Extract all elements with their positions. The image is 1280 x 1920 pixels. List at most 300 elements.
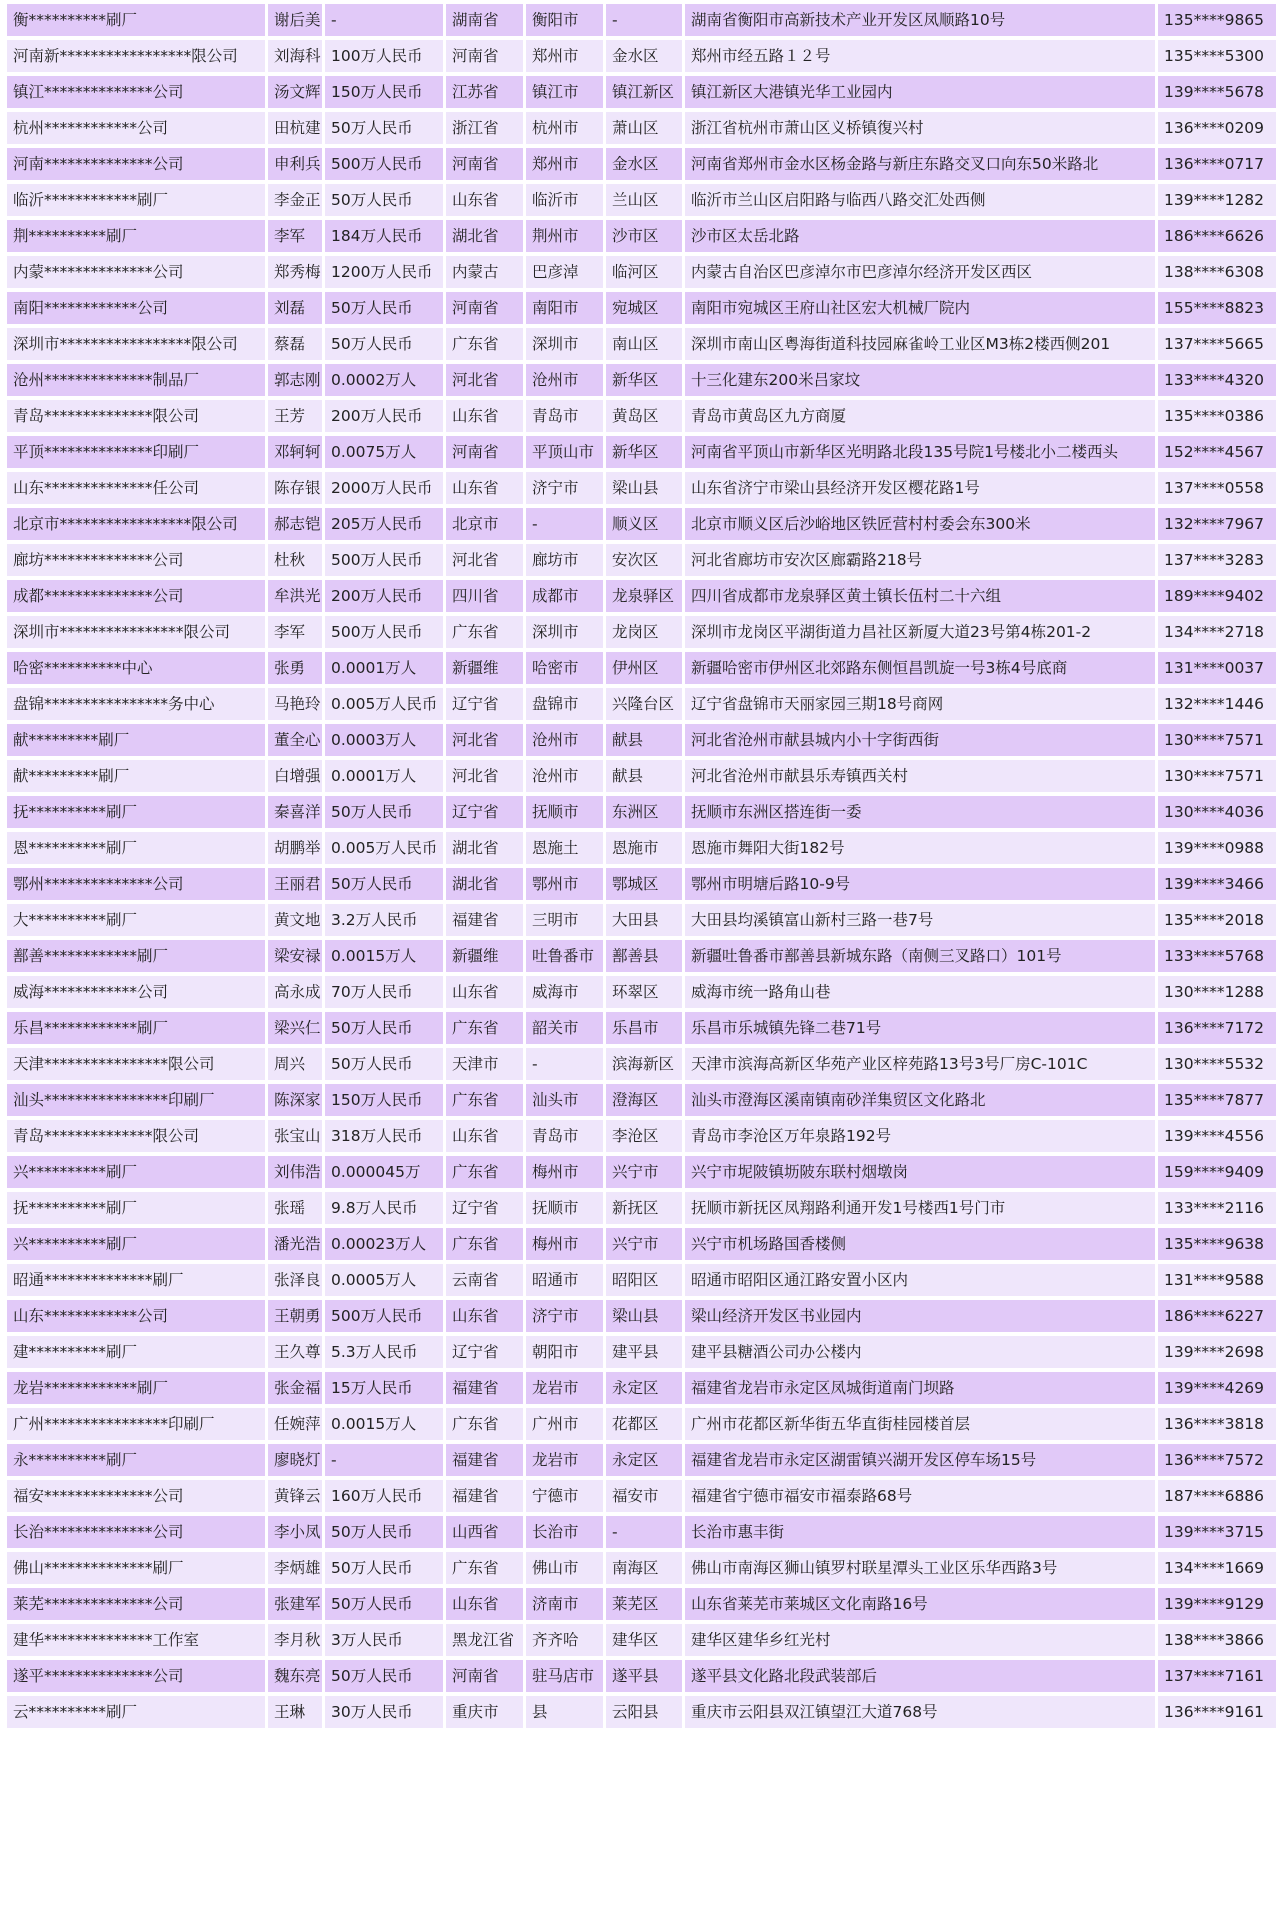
registered-capital-cell: 50万人民币 — [325, 1552, 443, 1584]
address-cell: 鄂州市明塘后路10-9号 — [685, 868, 1155, 900]
company-name-cell: 杭州************公司 — [7, 112, 265, 144]
district-cell: 梁山县 — [606, 472, 682, 504]
legal-person-cell: 张建军 — [268, 1588, 322, 1620]
province-cell: 湖北省 — [446, 868, 523, 900]
phone-cell: 139****2698 — [1158, 1336, 1276, 1368]
company-name-cell: 青岛**************限公司 — [7, 1120, 265, 1152]
province-cell: 辽宁省 — [446, 1336, 523, 1368]
company-name-cell: 龙岩************刷厂 — [7, 1372, 265, 1404]
phone-cell: 130****4036 — [1158, 796, 1276, 828]
province-cell: 山东省 — [446, 400, 523, 432]
district-cell: 金水区 — [606, 40, 682, 72]
province-cell: 广东省 — [446, 1012, 523, 1044]
district-cell: 萧山区 — [606, 112, 682, 144]
district-cell: 滨海新区 — [606, 1048, 682, 1080]
district-cell: 恩施市 — [606, 832, 682, 864]
registered-capital-cell: 0.0002万人 — [325, 364, 443, 396]
company-name-cell: 献*********刷厂 — [7, 760, 265, 792]
table-row — [7, 1156, 1276, 1188]
address-cell: 抚顺市新抚区凤翔路利通开发1号楼西1号门市 — [685, 1192, 1155, 1224]
registered-capital-cell: 5.3万人民币 — [325, 1336, 443, 1368]
company-name-cell: 永**********刷厂 — [7, 1444, 265, 1476]
city-cell: 梅州市 — [526, 1228, 603, 1260]
address-cell: 兴宁市机场路国香楼侧 — [685, 1228, 1155, 1260]
table-row — [7, 76, 1276, 108]
phone-cell: 136****7172 — [1158, 1012, 1276, 1044]
city-cell: 吐鲁番市 — [526, 940, 603, 972]
address-cell: 大田县均溪镇富山新村三路一巷7号 — [685, 904, 1155, 936]
address-cell: 新疆哈密市伊州区北郊路东侧恒昌凯旋一号3栋4号底商 — [685, 652, 1155, 684]
province-cell: 辽宁省 — [446, 688, 523, 720]
legal-person-cell: 王丽君 — [268, 868, 322, 900]
legal-person-cell: 黄文地 — [268, 904, 322, 936]
province-cell: 广东省 — [446, 616, 523, 648]
legal-person-cell: 王久尊 — [268, 1336, 322, 1368]
address-cell: 昭通市昭阳区通江路安置小区内 — [685, 1264, 1155, 1296]
table-row — [7, 1084, 1276, 1116]
city-cell: 威海市 — [526, 976, 603, 1008]
address-cell: 河南省郑州市金水区杨金路与新庄东路交叉口向东50米路北 — [685, 148, 1155, 180]
phone-cell: 139****4269 — [1158, 1372, 1276, 1404]
phone-cell: 134****2718 — [1158, 616, 1276, 648]
district-cell: 金水区 — [606, 148, 682, 180]
company-name-cell: 临沂************刷厂 — [7, 184, 265, 216]
district-cell: 黄岛区 — [606, 400, 682, 432]
city-cell: 衡阳市 — [526, 4, 603, 36]
city-cell: 长治市 — [526, 1516, 603, 1548]
phone-cell: 155****8823 — [1158, 292, 1276, 324]
phone-cell: 186****6626 — [1158, 220, 1276, 252]
table-row — [7, 1012, 1276, 1044]
registered-capital-cell: 2000万人民币 — [325, 472, 443, 504]
registered-capital-cell: 0.0003万人 — [325, 724, 443, 756]
phone-cell: 132****7967 — [1158, 508, 1276, 540]
address-cell: 青岛市李沧区万年泉路192号 — [685, 1120, 1155, 1152]
legal-person-cell: 王朝勇 — [268, 1300, 322, 1332]
address-cell: 河北省廊坊市安次区廊霸路218号 — [685, 544, 1155, 576]
company-name-cell: 河南**************公司 — [7, 148, 265, 180]
address-cell: 遂平县文化路北段武装部后 — [685, 1660, 1155, 1692]
district-cell: 龙泉驿区 — [606, 580, 682, 612]
province-cell: 河南省 — [446, 1660, 523, 1692]
address-cell: 山东省莱芜市莱城区文化南路16号 — [685, 1588, 1155, 1620]
province-cell: 四川省 — [446, 580, 523, 612]
province-cell: 辽宁省 — [446, 1192, 523, 1224]
registered-capital-cell: - — [325, 1444, 443, 1476]
company-table — [4, 0, 1279, 1732]
table-row — [7, 796, 1276, 828]
city-cell: 抚顺市 — [526, 1192, 603, 1224]
table-row — [7, 40, 1276, 72]
legal-person-cell: 秦喜洋 — [268, 796, 322, 828]
province-cell: 河南省 — [446, 292, 523, 324]
city-cell: 宁德市 — [526, 1480, 603, 1512]
address-cell: 威海市统一路角山巷 — [685, 976, 1155, 1008]
legal-person-cell: 李军 — [268, 220, 322, 252]
district-cell: 云阳县 — [606, 1696, 682, 1728]
phone-cell: 137****3283 — [1158, 544, 1276, 576]
table-row — [7, 1264, 1276, 1296]
company-name-cell: 威海************公司 — [7, 976, 265, 1008]
phone-cell: 130****7571 — [1158, 724, 1276, 756]
registered-capital-cell: 1200万人民币 — [325, 256, 443, 288]
city-cell: 深圳市 — [526, 616, 603, 648]
city-cell: 沧州市 — [526, 364, 603, 396]
legal-person-cell: 魏东亮 — [268, 1660, 322, 1692]
table-row — [7, 328, 1276, 360]
legal-person-cell: 申利兵 — [268, 148, 322, 180]
district-cell: 永定区 — [606, 1444, 682, 1476]
province-cell: 山西省 — [446, 1516, 523, 1548]
phone-cell: 135****2018 — [1158, 904, 1276, 936]
address-cell: 郑州市经五路１２号 — [685, 40, 1155, 72]
legal-person-cell: 高永成 — [268, 976, 322, 1008]
province-cell: 辽宁省 — [446, 796, 523, 828]
table-row — [7, 364, 1276, 396]
table-row — [7, 688, 1276, 720]
company-name-cell: 佛山**************刷厂 — [7, 1552, 265, 1584]
table-row — [7, 760, 1276, 792]
phone-cell: 135****9638 — [1158, 1228, 1276, 1260]
province-cell: 江苏省 — [446, 76, 523, 108]
table-row — [7, 184, 1276, 216]
company-name-cell: 献*********刷厂 — [7, 724, 265, 756]
city-cell: - — [526, 508, 603, 540]
province-cell: 新疆维 — [446, 940, 523, 972]
company-name-cell: 南阳************公司 — [7, 292, 265, 324]
province-cell: 广东省 — [446, 1408, 523, 1440]
table-row — [7, 1372, 1276, 1404]
legal-person-cell: 郭志刚 — [268, 364, 322, 396]
registered-capital-cell: 500万人民币 — [325, 616, 443, 648]
address-cell: 广州市花都区新华街五华直街桂园楼首层 — [685, 1408, 1155, 1440]
phone-cell: 139****5678 — [1158, 76, 1276, 108]
address-cell: 抚顺市东洲区搭连街一委 — [685, 796, 1155, 828]
district-cell: 东洲区 — [606, 796, 682, 828]
registered-capital-cell: 0.005万人民币 — [325, 688, 443, 720]
district-cell: 伊州区 — [606, 652, 682, 684]
company-name-cell: 抚**********刷厂 — [7, 1192, 265, 1224]
company-name-cell: 昭通**************刷厂 — [7, 1264, 265, 1296]
legal-person-cell: 王琳 — [268, 1696, 322, 1728]
phone-cell: 138****6308 — [1158, 256, 1276, 288]
phone-cell: 131****9588 — [1158, 1264, 1276, 1296]
legal-person-cell: 张宝山 — [268, 1120, 322, 1152]
company-name-cell: 青岛**************限公司 — [7, 400, 265, 432]
province-cell: 广东省 — [446, 328, 523, 360]
province-cell: 天津市 — [446, 1048, 523, 1080]
address-cell: 天津市滨海高新区华苑产业区梓苑路13号3号厂房C-101C — [685, 1048, 1155, 1080]
address-cell: 镇江新区大港镇光华工业园内 — [685, 76, 1155, 108]
table-row — [7, 1300, 1276, 1332]
district-cell: 顺义区 — [606, 508, 682, 540]
address-cell: 北京市顺义区后沙峪地区铁匠营村村委会东300米 — [685, 508, 1155, 540]
legal-person-cell: 梁安禄 — [268, 940, 322, 972]
company-name-cell: 荆**********刷厂 — [7, 220, 265, 252]
company-name-cell: 建**********刷厂 — [7, 1336, 265, 1368]
company-name-cell: 衡**********刷厂 — [7, 4, 265, 36]
company-name-cell: 深圳市****************限公司 — [7, 616, 265, 648]
legal-person-cell: 李炳雄 — [268, 1552, 322, 1584]
province-cell: 广东省 — [446, 1084, 523, 1116]
company-name-cell: 哈密**********中心 — [7, 652, 265, 684]
phone-cell: 137****7161 — [1158, 1660, 1276, 1692]
table-row — [7, 4, 1276, 36]
city-cell: 平顶山市 — [526, 436, 603, 468]
address-cell: 深圳市龙岗区平湖街道力昌社区新厦大道23号第4栋201-2 — [685, 616, 1155, 648]
table-row — [7, 148, 1276, 180]
legal-person-cell: 黄锋云 — [268, 1480, 322, 1512]
table-row — [7, 976, 1276, 1008]
table-row — [7, 1228, 1276, 1260]
table-row — [7, 1588, 1276, 1620]
phone-cell: 189****9402 — [1158, 580, 1276, 612]
registered-capital-cell: 0.00023万人 — [325, 1228, 443, 1260]
city-cell: 沧州市 — [526, 724, 603, 756]
legal-person-cell: 蔡磊 — [268, 328, 322, 360]
phone-cell: 186****6227 — [1158, 1300, 1276, 1332]
address-cell: 新疆吐鲁番市鄯善县新城东路（南侧三叉路口）101号 — [685, 940, 1155, 972]
company-name-cell: 兴**********刷厂 — [7, 1228, 265, 1260]
province-cell: 广东省 — [446, 1228, 523, 1260]
province-cell: 河北省 — [446, 724, 523, 756]
table-row — [7, 832, 1276, 864]
address-cell: 临沂市兰山区启阳路与临西八路交汇处西侧 — [685, 184, 1155, 216]
company-name-cell: 山东**************任公司 — [7, 472, 265, 504]
city-cell: 梅州市 — [526, 1156, 603, 1188]
city-cell: 龙岩市 — [526, 1444, 603, 1476]
phone-cell: 159****9409 — [1158, 1156, 1276, 1188]
legal-person-cell: 刘伟浩 — [268, 1156, 322, 1188]
legal-person-cell: 马艳玲 — [268, 688, 322, 720]
table-row — [7, 544, 1276, 576]
legal-person-cell: 周兴 — [268, 1048, 322, 1080]
registered-capital-cell: 0.000045万 — [325, 1156, 443, 1188]
registered-capital-cell: 200万人民币 — [325, 580, 443, 612]
legal-person-cell: 李小凤 — [268, 1516, 322, 1548]
province-cell: 河南省 — [446, 148, 523, 180]
company-name-cell: 鄂州**************公司 — [7, 868, 265, 900]
company-name-cell: 内蒙**************公司 — [7, 256, 265, 288]
city-cell: 恩施土 — [526, 832, 603, 864]
province-cell: 湖南省 — [446, 4, 523, 36]
address-cell: 长治市惠丰街 — [685, 1516, 1155, 1548]
city-cell: 郑州市 — [526, 40, 603, 72]
district-cell: 新抚区 — [606, 1192, 682, 1224]
province-cell: 山东省 — [446, 1120, 523, 1152]
table-row — [7, 256, 1276, 288]
address-cell: 四川省成都市龙泉驿区黄土镇长伍村二十六组 — [685, 580, 1155, 612]
district-cell: 南山区 — [606, 328, 682, 360]
city-cell: 郑州市 — [526, 148, 603, 180]
registered-capital-cell: 50万人民币 — [325, 328, 443, 360]
phone-cell: 139****4556 — [1158, 1120, 1276, 1152]
district-cell: 兴隆台区 — [606, 688, 682, 720]
table-row — [7, 904, 1276, 936]
table-row — [7, 508, 1276, 540]
phone-cell: 136****7572 — [1158, 1444, 1276, 1476]
registered-capital-cell: 318万人民币 — [325, 1120, 443, 1152]
company-name-cell: 抚**********刷厂 — [7, 796, 265, 828]
district-cell: 环翠区 — [606, 976, 682, 1008]
table-row — [7, 1120, 1276, 1152]
address-cell: 福建省宁德市福安市福泰路68号 — [685, 1480, 1155, 1512]
province-cell: 广东省 — [446, 1552, 523, 1584]
company-name-cell: 兴**********刷厂 — [7, 1156, 265, 1188]
table-row — [7, 472, 1276, 504]
legal-person-cell: 汤文辉 — [268, 76, 322, 108]
address-cell: 河南省平顶山市新华区光明路北段135号院1号楼北小二楼西头 — [685, 436, 1155, 468]
address-cell: 建华区建华乡红光村 — [685, 1624, 1155, 1656]
province-cell: 山东省 — [446, 184, 523, 216]
phone-cell: 135****0386 — [1158, 400, 1276, 432]
legal-person-cell: 田杭建 — [268, 112, 322, 144]
district-cell: 鄯善县 — [606, 940, 682, 972]
table-row — [7, 1192, 1276, 1224]
legal-person-cell: 刘海科 — [268, 40, 322, 72]
registered-capital-cell: 205万人民币 — [325, 508, 443, 540]
company-name-cell: 鄯善************刷厂 — [7, 940, 265, 972]
registered-capital-cell: 0.005万人民币 — [325, 832, 443, 864]
province-cell: 福建省 — [446, 1480, 523, 1512]
company-name-cell: 恩**********刷厂 — [7, 832, 265, 864]
legal-person-cell: 陈存银 — [268, 472, 322, 504]
table-row — [7, 112, 1276, 144]
table-row — [7, 1444, 1276, 1476]
company-name-cell: 乐昌************刷厂 — [7, 1012, 265, 1044]
legal-person-cell: 陈深家 — [268, 1084, 322, 1116]
province-cell: 山东省 — [446, 976, 523, 1008]
address-cell: 十三化建东200米吕家坟 — [685, 364, 1155, 396]
company-name-cell: 北京市*****************限公司 — [7, 508, 265, 540]
district-cell: - — [606, 4, 682, 36]
table-row — [7, 1480, 1276, 1512]
province-cell: 河南省 — [446, 436, 523, 468]
phone-cell: 135****5300 — [1158, 40, 1276, 72]
address-cell: 重庆市云阳县双江镇望江大道768号 — [685, 1696, 1155, 1728]
registered-capital-cell: 50万人民币 — [325, 184, 443, 216]
company-name-cell: 遂平**************公司 — [7, 1660, 265, 1692]
phone-cell: 133****4320 — [1158, 364, 1276, 396]
district-cell: 南海区 — [606, 1552, 682, 1584]
address-cell: 福建省龙岩市永定区凤城街道南门坝路 — [685, 1372, 1155, 1404]
district-cell: 花都区 — [606, 1408, 682, 1440]
registered-capital-cell: 150万人民币 — [325, 1084, 443, 1116]
phone-cell: 152****4567 — [1158, 436, 1276, 468]
phone-cell: 130****5532 — [1158, 1048, 1276, 1080]
district-cell: 献县 — [606, 760, 682, 792]
company-name-cell: 莱芜**************公司 — [7, 1588, 265, 1620]
district-cell: 乐昌市 — [606, 1012, 682, 1044]
legal-person-cell: 邓轲轲 — [268, 436, 322, 468]
province-cell: 广东省 — [446, 1156, 523, 1188]
registered-capital-cell: 50万人民币 — [325, 1588, 443, 1620]
legal-person-cell: 张勇 — [268, 652, 322, 684]
address-cell: 佛山市南海区狮山镇罗村联星潭头工业区乐华西路3号 — [685, 1552, 1155, 1584]
province-cell: 山东省 — [446, 1300, 523, 1332]
city-cell: 济南市 — [526, 1588, 603, 1620]
registered-capital-cell: 0.0001万人 — [325, 760, 443, 792]
company-name-cell: 成都**************公司 — [7, 580, 265, 612]
city-cell: 廊坊市 — [526, 544, 603, 576]
district-cell: 莱芜区 — [606, 1588, 682, 1620]
registered-capital-cell: 3.2万人民币 — [325, 904, 443, 936]
city-cell: 昭通市 — [526, 1264, 603, 1296]
phone-cell: 139****9129 — [1158, 1588, 1276, 1620]
province-cell: 内蒙古 — [446, 256, 523, 288]
company-name-cell: 平顶**************印刷厂 — [7, 436, 265, 468]
legal-person-cell: 李月秋 — [268, 1624, 322, 1656]
legal-person-cell: 郝志铠 — [268, 508, 322, 540]
registered-capital-cell: 3万人民币 — [325, 1624, 443, 1656]
district-cell: 李沧区 — [606, 1120, 682, 1152]
phone-cell: 139****0988 — [1158, 832, 1276, 864]
city-cell: 哈密市 — [526, 652, 603, 684]
city-cell: 深圳市 — [526, 328, 603, 360]
district-cell: 临河区 — [606, 256, 682, 288]
city-cell: 县 — [526, 1696, 603, 1728]
table-row — [7, 1048, 1276, 1080]
district-cell: 兴宁市 — [606, 1228, 682, 1260]
legal-person-cell: 杜秋 — [268, 544, 322, 576]
address-cell: 湖南省衡阳市高新技术产业开发区凤顺路10号 — [685, 4, 1155, 36]
province-cell: 浙江省 — [446, 112, 523, 144]
legal-person-cell: 胡鹏举 — [268, 832, 322, 864]
city-cell: 抚顺市 — [526, 796, 603, 828]
phone-cell: 187****6886 — [1158, 1480, 1276, 1512]
phone-cell: 130****7571 — [1158, 760, 1276, 792]
province-cell: 黑龙江省 — [446, 1624, 523, 1656]
province-cell: 河北省 — [446, 544, 523, 576]
city-cell: 驻马店市 — [526, 1660, 603, 1692]
company-name-cell: 汕头****************印刷厂 — [7, 1084, 265, 1116]
legal-person-cell: 梁兴仁 — [268, 1012, 322, 1044]
phone-cell: 138****3866 — [1158, 1624, 1276, 1656]
legal-person-cell: 张泽良 — [268, 1264, 322, 1296]
table-row — [7, 1516, 1276, 1548]
district-cell: 献县 — [606, 724, 682, 756]
address-cell: 福建省龙岩市永定区湖雷镇兴湖开发区停车场15号 — [685, 1444, 1155, 1476]
district-cell: 大田县 — [606, 904, 682, 936]
registered-capital-cell: 50万人民币 — [325, 112, 443, 144]
phone-cell: 134****1669 — [1158, 1552, 1276, 1584]
legal-person-cell: 王芳 — [268, 400, 322, 432]
city-cell: 盘锦市 — [526, 688, 603, 720]
province-cell: 山东省 — [446, 1588, 523, 1620]
address-cell: 沙市区太岳北路 — [685, 220, 1155, 252]
district-cell: 安次区 — [606, 544, 682, 576]
legal-person-cell: 李金正 — [268, 184, 322, 216]
phone-cell: 135****9865 — [1158, 4, 1276, 36]
registered-capital-cell: - — [325, 4, 443, 36]
company-name-cell: 盘锦****************务中心 — [7, 688, 265, 720]
registered-capital-cell: 100万人民币 — [325, 40, 443, 72]
city-cell: 成都市 — [526, 580, 603, 612]
district-cell: 建华区 — [606, 1624, 682, 1656]
phone-cell: 137****5665 — [1158, 328, 1276, 360]
table-row — [7, 1552, 1276, 1584]
registered-capital-cell: 0.0015万人 — [325, 940, 443, 972]
phone-cell: 135****7877 — [1158, 1084, 1276, 1116]
district-cell: - — [606, 1516, 682, 1548]
phone-cell: 137****0558 — [1158, 472, 1276, 504]
legal-person-cell: 董全心 — [268, 724, 322, 756]
district-cell: 昭阳区 — [606, 1264, 682, 1296]
district-cell: 兴宁市 — [606, 1156, 682, 1188]
district-cell: 新华区 — [606, 364, 682, 396]
district-cell: 镇江新区 — [606, 76, 682, 108]
district-cell: 宛城区 — [606, 292, 682, 324]
